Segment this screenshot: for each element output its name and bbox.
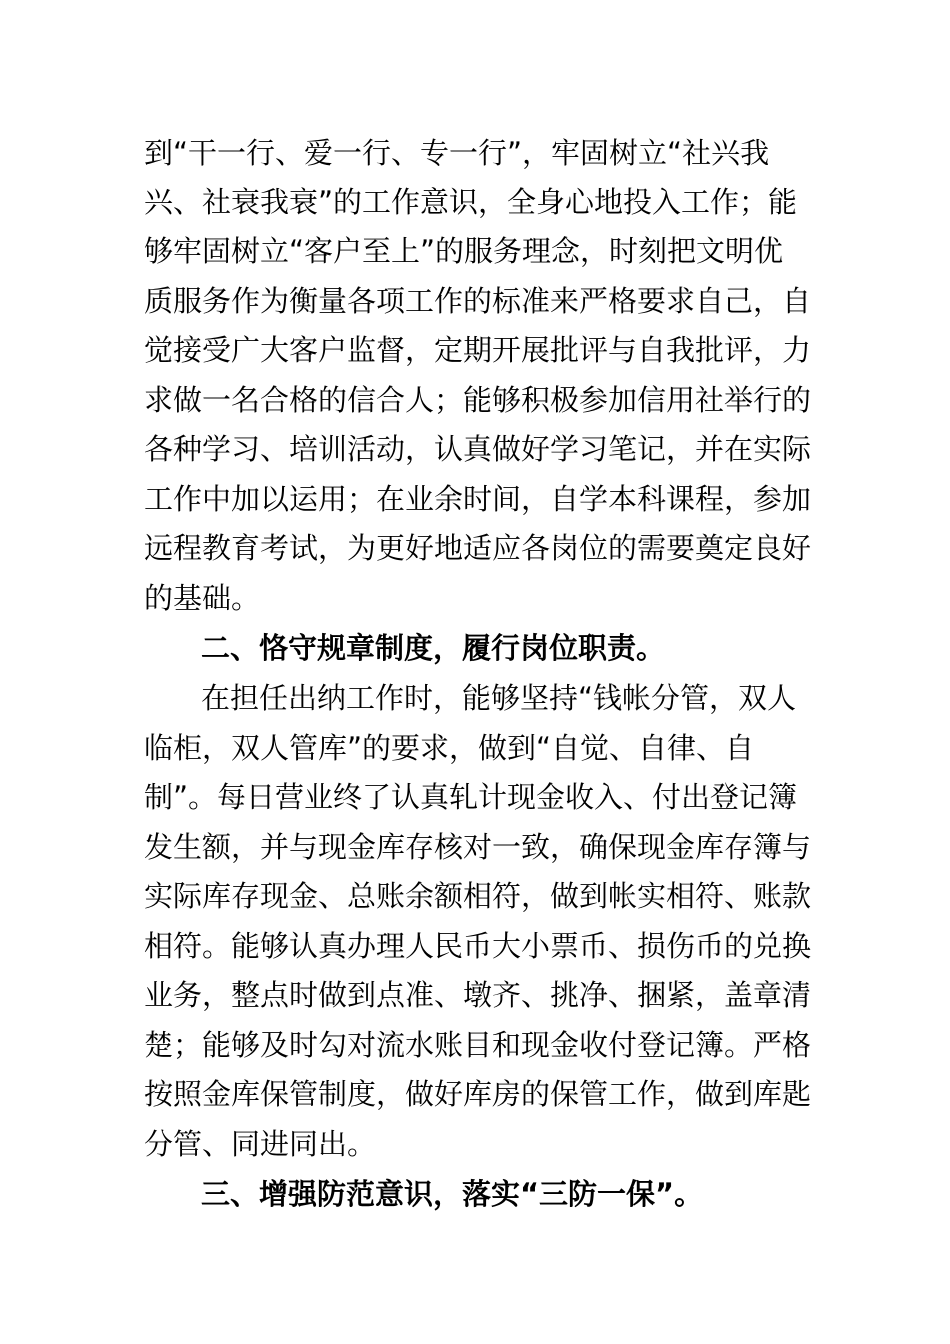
- body-text-line: 觉接受广大客户监督，定期开展批评与自我批评，力: [144, 333, 812, 367]
- body-text-line: 楚；能够及时勾对流水账目和现金收付登记簿。严格: [144, 1028, 812, 1062]
- body-text-line: 远程教育考试，为更好地适应各岗位的需要奠定良好: [144, 531, 812, 565]
- paragraph-first-line: 在担任出纳工作时，能够坚持“钱帐分管，双人: [201, 681, 797, 715]
- body-text-line: 临柜，双人管库”的要求，做到“自觉、自律、自: [144, 731, 755, 765]
- body-text-line: 质服务作为衡量各项工作的标准来严格要求自己，自: [144, 284, 812, 318]
- section-heading: 三、增强防范意识，落实“三防一保”。: [201, 1177, 704, 1211]
- body-text-line: 发生额，并与现金库存核对一致，确保现金库存簿与: [144, 830, 812, 864]
- body-text-line: 业务，整点时做到点准、墩齐、挑净、捆紧，盖章清: [144, 978, 812, 1012]
- body-text-line: 到“干一行、爱一行、专一行”，牢固树立“社兴我: [144, 136, 770, 170]
- body-text-line: 相符。能够认真办理人民币大小票币、损伤币的兑换: [144, 929, 812, 963]
- body-text-line: 兴、社衰我衰”的工作意识，全身心地投入工作；能: [144, 185, 798, 219]
- body-text-line: 分管、同进同出。: [144, 1127, 377, 1161]
- body-text-line: 的基础。: [144, 581, 261, 615]
- body-text-line: 各种学习、培训活动，认真做好学习笔记，并在实际: [144, 432, 812, 466]
- body-text-line: 制”。每日营业终了认真轧计现金收入、付出登记簿: [144, 780, 798, 814]
- body-text-line: 求做一名合格的信合人；能够积极参加信用社举行的: [144, 383, 812, 417]
- body-text-line: 够牢固树立“客户至上”的服务理念，时刻把文明优: [144, 234, 784, 268]
- body-text-line: 实际库存现金、总账余额相符，做到帐实相符、账款: [144, 879, 812, 913]
- section-heading: 二、恪守规章制度，履行岗位职责。: [201, 631, 666, 665]
- body-text-line: 工作中加以运用；在业余时间，自学本科课程，参加: [144, 482, 812, 516]
- body-text-line: 按照金库保管制度，做好库房的保管工作，做到库匙: [144, 1077, 812, 1111]
